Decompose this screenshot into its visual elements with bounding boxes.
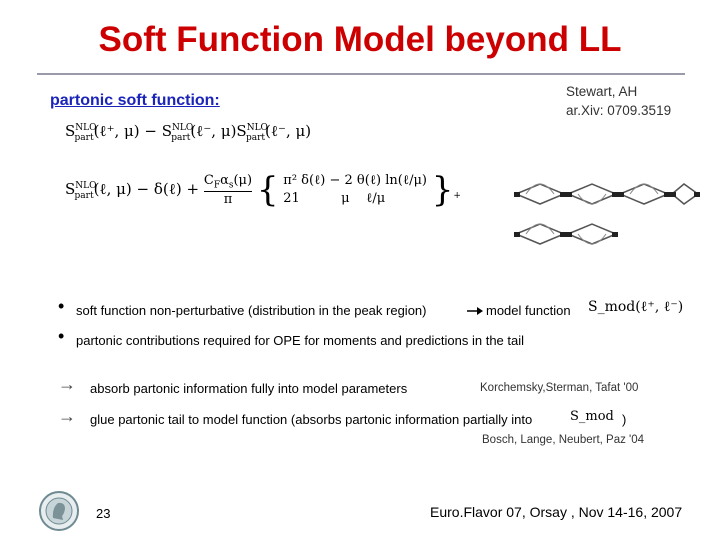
conference-footer: Euro.Flavor 07, Orsay , Nov 14-16, 2007: [430, 504, 683, 520]
model-function-label: model function: [486, 303, 571, 318]
bullet-marker-2: •: [58, 326, 65, 346]
reference-line-1: Stewart, AH: [566, 84, 638, 99]
arrow-marker-1: →: [58, 374, 76, 394]
arrow-2-text: glue partonic tail to model function (absorbs partonic information partially into: [90, 412, 533, 427]
slide-number: 23: [96, 506, 111, 521]
section-heading: partonic soft function:: [50, 92, 220, 109]
arrow-marker-2: →: [58, 406, 76, 426]
arrow-2-formula: S_mod: [570, 409, 614, 424]
slide-title: Soft Function Model beyond LL: [98, 20, 622, 59]
institute-seal-logo: [38, 490, 80, 532]
title-divider: [37, 73, 685, 75]
feynman-diagrams: [512, 172, 702, 246]
bullet-2-text: partonic contributions required for OPE for moments and predictions in the tail: [76, 333, 525, 348]
equation-2: $S^{NLO}_{part}(\ell$, μ) − δ(ℓ) + $C_F\alpha_s(\mu)$ π { π² δ(ℓ) − 2 θ(ℓ) ln(ℓ/μ) 21 μ ℓ/μ }$_+$: [65, 170, 461, 210]
arrow-2-close: ): [622, 412, 627, 427]
bullet-marker-1: •: [58, 296, 65, 316]
citation-2: Bosch, Lange, Neubert, Paz '04: [482, 434, 645, 446]
bullet-1-text: soft function non-perturbative (distribution in the peak region): [76, 303, 427, 318]
equation-1: $S^{NLO}_{part}(\ell^+$, $\mu) - S^{NLO}_{part}(\ell^-$, $\mu)S^{NLO}_{part}(\ell^-$, μ): [65, 122, 312, 143]
model-function-formula: S_mod(ℓ⁺, ℓ⁻): [588, 299, 684, 315]
reference-note: [566, 82, 671, 120]
arrow-1-text: absorb partonic information fully into model parameters: [90, 381, 408, 396]
right-arrow-icon: [466, 306, 484, 316]
reference-line-2: ar.Xiv: 0709.3519: [566, 103, 672, 118]
citation-1: Korchemsky,Sterman, Tafat '00: [480, 382, 639, 394]
